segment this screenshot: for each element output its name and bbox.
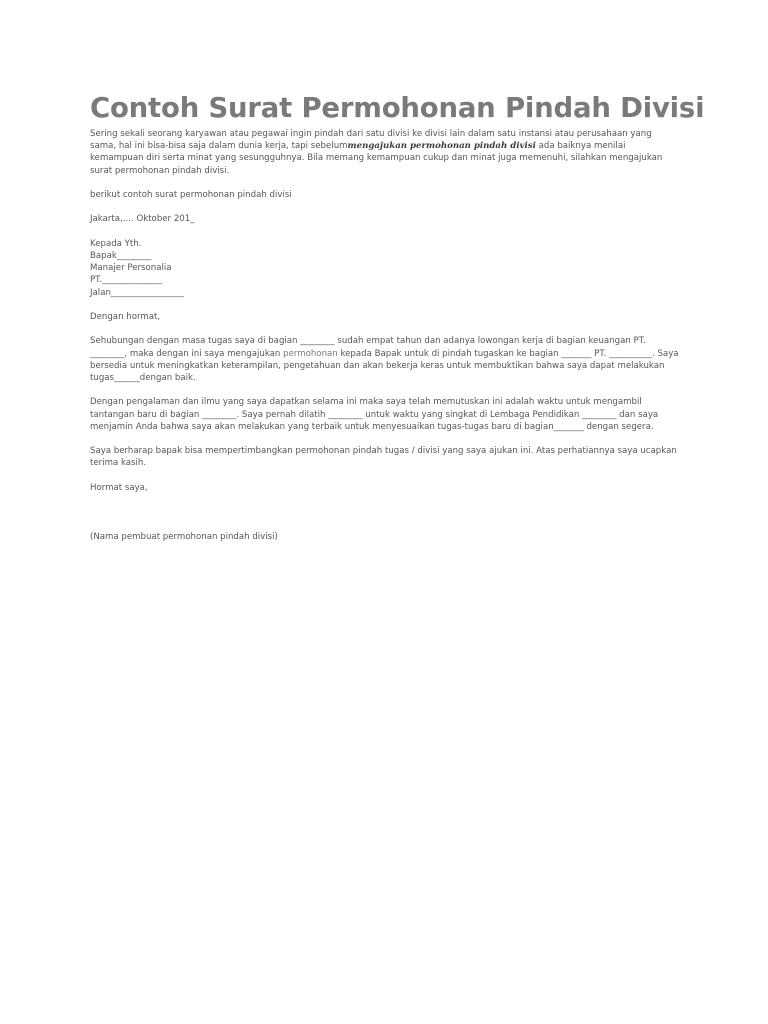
paragraph1-part2: kepada Bapak untuk di pindah tugaskan ke bagian _______ PT. __________. Saya bersedia untuk meningkatkan keterampilan, pengetahuan dan akan bekerja keras untuk membuktikan bahwa saya dapat melakukan tugas______dengan baik.	[90, 348, 679, 383]
paragraph1-part1: Sehubungan dengan masa tugas saya di bagian ________ sudah empat tahun dan adanya lowongan kerja di bagian keuangan PT. ________, maka dengan ini saya mengajukan	[90, 336, 646, 359]
address-line-position: Manajer Personalia	[90, 263, 172, 274]
intro-text-part2: ada baiknya menilai kemampuan diri serta minat yang sesungguhnya. Bila memang kemampuan cukup dan minat juga memenuhi, silahkan mengajukan surat permohonan pindah divisi.	[90, 141, 663, 176]
document-body	[90, 128, 680, 555]
body-paragraph-1	[90, 335, 680, 384]
intro-emphasis-link[interactable]: mengajukan permohonan pindah divisi	[347, 141, 536, 152]
date-line: Jakarta,.... Oktober 201_	[90, 214, 195, 225]
permohonan-link[interactable]: permohonan	[283, 348, 338, 359]
intro-paragraph	[90, 128, 680, 177]
address-line-company: PT.______________	[90, 275, 163, 286]
intro-text-part1: Sering sekali seorang karyawan atau pegawai ingin pindah dari satu divisi ke divisi lain dalam satu instansi atau perusahaan yang sama, hal ini bisa-bisa saja dalam dunia kerja, tapi sebelum	[90, 129, 652, 152]
body-paragraph-3: Saya berharap bapak bisa mempertimbangkan permohonan pindah tugas / divisi yang saya ajukan ini. Atas perhatiannya saya ucapkan terima kasih.	[90, 446, 677, 469]
lead-in-text: berikut contoh surat permohonan pindah divisi	[90, 190, 292, 200]
signature-line: (Nama pembuat permohonan pindah divisi)	[90, 531, 278, 542]
address-line-recipient: Kepada Yth.	[90, 238, 142, 249]
document-title: Contoh Surat Permohonan Pindah Divisi	[90, 92, 705, 124]
body-paragraph-2: Dengan pengalaman dan ilmu yang saya dapatkan selama ini maka saya telah memutuskan ini adalah waktu untuk mengambil tantangan baru di bagian ________. Saya pernah dilatih ________ untuk waktu yang singkat di Lembaga Pendidikan ________ dan saya menjamin Anda bahwa saya akan melakukan yang terbaik untuk menyesuaikan tugas-tugas baru di bagian_______ dengan segera.	[90, 397, 659, 432]
address-block	[90, 238, 680, 299]
address-line-name: Bapak________	[90, 250, 152, 261]
salutation: Dengan hormat,	[90, 311, 161, 322]
address-line-street: Jalan_________________	[90, 287, 184, 298]
closing-line: Hormat saya,	[90, 482, 148, 493]
